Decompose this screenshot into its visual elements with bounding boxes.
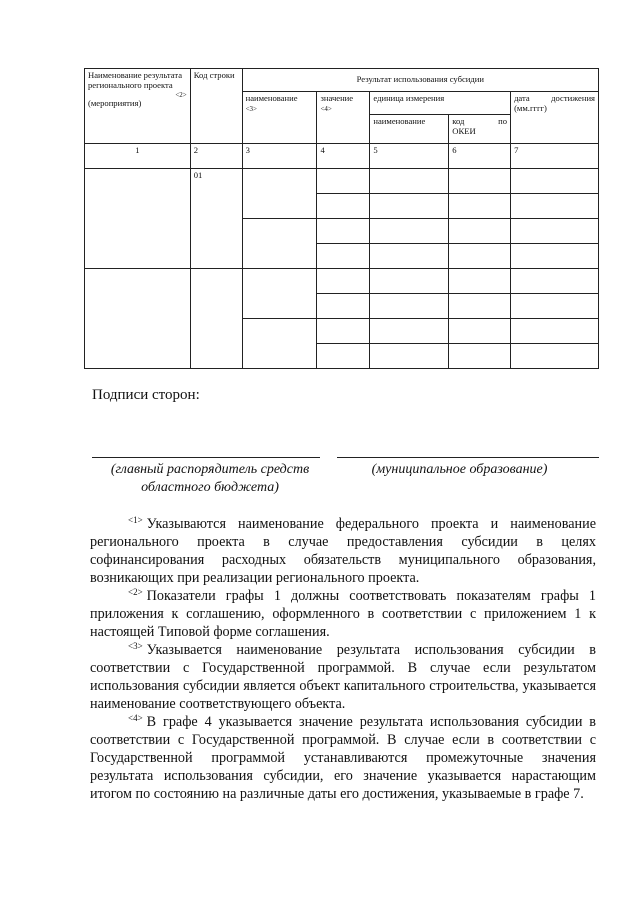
header-result-value [317, 92, 370, 144]
header-project-result-label: Наименование результата регионального проекта [88, 70, 183, 90]
header-unit-name [370, 115, 449, 144]
table-cell-empty[interactable] [85, 169, 191, 269]
table-cell-empty[interactable] [370, 319, 449, 344]
footnote-ref-4: <4> [320, 104, 332, 113]
header-row-code-label: Код строки [193, 70, 235, 80]
signature-line-right[interactable] [337, 457, 599, 458]
column-number: 2 [190, 144, 242, 169]
column-number: 4 [317, 144, 370, 169]
column-number: 5 [370, 144, 449, 169]
footnote-item [90, 641, 596, 713]
header-result-name-label: наименование [245, 93, 298, 103]
table-cell-empty[interactable] [449, 319, 511, 344]
footnote-mark: <3> [128, 641, 143, 652]
footnote-ref-3: <3> [245, 104, 257, 113]
table-cell-empty[interactable] [449, 244, 511, 269]
table-cell-empty[interactable] [317, 344, 370, 369]
header-date-word-2: достижения [551, 93, 595, 103]
column-number-row [85, 144, 599, 169]
table-cell-empty[interactable] [511, 219, 599, 244]
footnote-item [90, 587, 596, 641]
header-row-code [190, 69, 242, 144]
table-cell-empty[interactable] [449, 194, 511, 219]
table-row [85, 269, 599, 294]
footnote-mark: <1> [128, 515, 143, 525]
table-cell-empty[interactable] [317, 169, 370, 194]
signature-caption-right: (муниципальное образование) [371, 462, 548, 477]
table-cell-empty[interactable] [317, 194, 370, 219]
table-cell-empty[interactable] [511, 344, 599, 369]
table-cell-empty[interactable] [85, 269, 191, 369]
table-cell-empty[interactable] [370, 219, 449, 244]
table-cell-empty[interactable] [511, 319, 599, 344]
header-result-value-label: значение [320, 93, 354, 103]
table-cell-empty[interactable] [370, 344, 449, 369]
footnote-text: В графе 4 указывается значение результата использования субсидии в соответствии с Государственной программой. В случае если в соответствии с Государственной программой устанавливаются промежуточные значения результата использования субсидии, его значение указывается нарастающим итогом по состоянию на различные даты его достижения, указываемые в графе 7. [90, 714, 596, 803]
header-unit-code-word-1: код [452, 116, 465, 126]
header-unit-label: единица измерения [373, 93, 445, 103]
table-cell-empty[interactable] [370, 169, 449, 194]
header-unit-code [449, 115, 511, 144]
row-code-value: 01 [193, 170, 203, 180]
column-number: 7 [511, 144, 599, 169]
table-cell-empty[interactable] [317, 319, 370, 344]
table-cell-empty[interactable] [242, 269, 317, 319]
column-number: 6 [449, 144, 511, 169]
signature-caption-left [90, 461, 330, 497]
table-cell-empty[interactable] [317, 269, 370, 294]
header-date-format: (мм.гггг) [514, 102, 547, 113]
header-result-name [242, 92, 317, 144]
table-cell-empty[interactable] [370, 244, 449, 269]
table-cell-empty[interactable] [242, 319, 317, 369]
table-cell-empty[interactable] [511, 169, 599, 194]
table-cell-empty[interactable] [370, 269, 449, 294]
footnote-mark: <4> [128, 713, 143, 724]
header-unit-code-word-2: по [498, 116, 508, 126]
table-cell-empty[interactable] [370, 194, 449, 219]
table-row [85, 169, 599, 194]
subsidy-results-table [84, 68, 599, 369]
footnote-mark: <2> [128, 587, 143, 598]
signature-caption-left-line-1: (главный распорядитель средств [110, 462, 310, 477]
footnote-text: Показатели графы 1 должны соответствовать показателям графы 1 приложения к соглашению, оформленного в соответствии с приложением 1 к настоящей Типовой форме соглашения. [90, 588, 596, 641]
table-cell-empty[interactable] [511, 194, 599, 219]
table-cell-empty[interactable] [317, 244, 370, 269]
footnote-text: Указываются наименование федерального проекта и наименование регионального проекта в случае предоставления субсидии в целях софинансирования расходных обязательств муниципального образования, возникающих при реализации регионального проекта. [90, 516, 596, 587]
header-subsidy-result [242, 69, 598, 92]
table-cell-empty[interactable] [190, 269, 242, 369]
footnote-item [90, 515, 596, 587]
table-cell-empty[interactable] [449, 294, 511, 319]
header-unit [370, 92, 511, 115]
signatures-title: Подписи сторон: [92, 387, 200, 403]
table-cell-empty[interactable] [449, 219, 511, 244]
footnotes [90, 515, 596, 804]
table-cell-empty[interactable] [317, 219, 370, 244]
table-cell-empty[interactable] [511, 244, 599, 269]
table-cell-empty[interactable] [370, 294, 449, 319]
column-number: 3 [242, 144, 317, 169]
header-date-word-1: дата [514, 93, 530, 103]
signature-caption-left-line-2: областного бюджета) [141, 480, 279, 496]
footnote-ref-2: <2> [175, 90, 187, 99]
header-unit-code-okei: ОКЕИ [452, 125, 476, 136]
table-cell-empty[interactable] [511, 294, 599, 319]
header-achievement-date [511, 92, 599, 144]
header-project-result [85, 69, 191, 144]
table-header-row-1 [85, 69, 599, 92]
column-number: 1 [85, 144, 191, 169]
table-cell-empty[interactable] [317, 294, 370, 319]
footnote-text: Указывается наименование результата использования субсидии в соответствии с Государственной программой. В случае если результатом использования субсидии является объект капитального строительства, указывается наименование соответствующего объекта. [90, 642, 596, 713]
table-cell-empty[interactable] [449, 269, 511, 294]
header-unit-name-label: наименование [373, 116, 426, 126]
table-cell-empty[interactable] [449, 169, 511, 194]
header-subsidy-result-label: Результат использования субсидии [356, 74, 484, 85]
header-project-result-suffix: (мероприятия) [88, 97, 142, 108]
footnote-item [90, 713, 596, 803]
signature-line-left[interactable] [92, 457, 320, 458]
table-cell-row-code [190, 169, 242, 269]
table-cell-empty[interactable] [511, 269, 599, 294]
table-cell-empty[interactable] [449, 344, 511, 369]
table-cell-empty[interactable] [242, 169, 317, 219]
table-cell-empty[interactable] [242, 219, 317, 269]
